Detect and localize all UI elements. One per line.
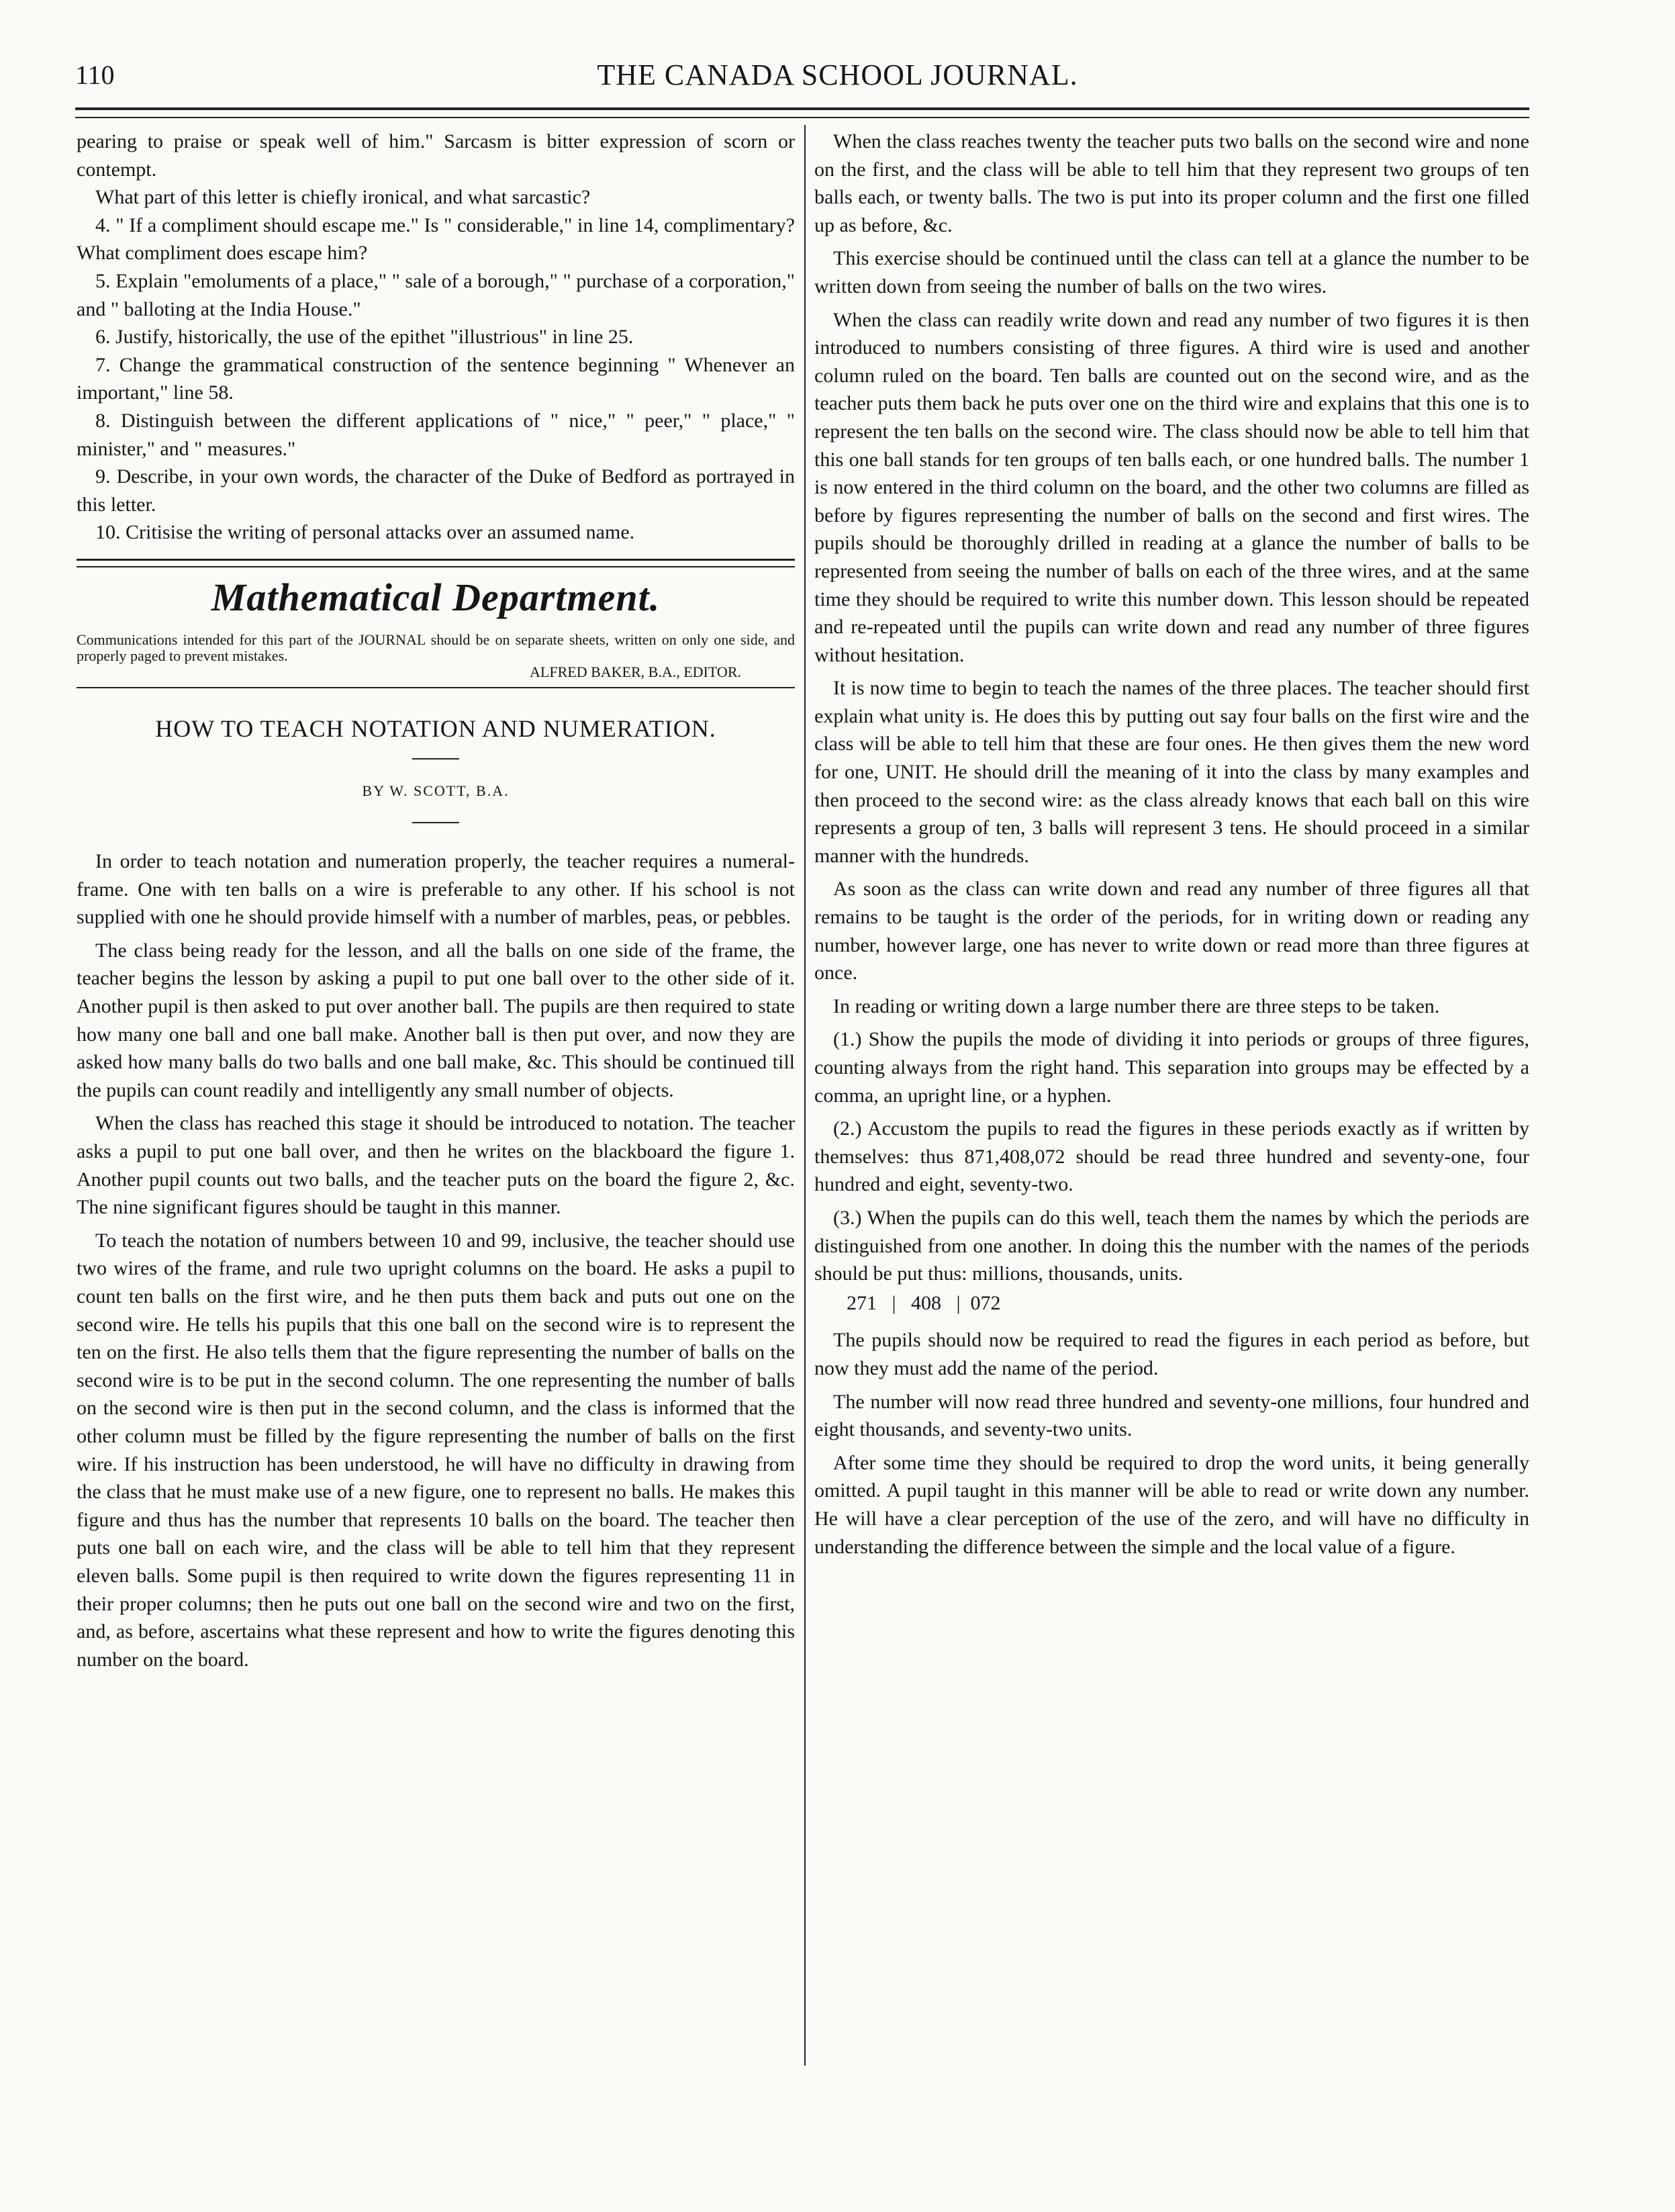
title-rule	[412, 758, 459, 759]
header-rule-thin	[75, 117, 1529, 118]
column-divider	[804, 125, 806, 2066]
paragraph: The number will now read three hundred and seventy-one millions, four hundred and eight thousands, and seventy-two units.	[814, 1390, 1529, 1441]
periods-example: 271 | 408 | 072	[847, 1291, 1001, 1314]
paragraph: When the class can readily write down and read any number of two figures it is then introduced to numbers consisting of three figures. A third wire is used and another column ruled on the board. Ten balls are counted out on the second wire, and as the teacher puts them back he puts over one on the third wire and explains that this one is to represent the ten balls on the second wire. The class should now be able to tell him that this one ball stands for ten groups of ten balls each, or one hundred balls. The number 1 is now entered in the third column on the board, and the other two columns are filled as before by figures representing the number of balls on the second and first wires. The pupils should be thoroughly drilled in reading at a glance the number of balls to be represented from seeing the number of balls on each of the three wires, and at the same time they should be required to write this number down. This lesson should be repeated and re-repeated until the pupils can write down and read any number of three figures without hesitation.	[814, 308, 1529, 666]
paragraph: The class being ready for the lesson, and all the balls on one side of the frame, the teacher begins the lesson by asking a pupil to put one ball over to the other side of it. Another pupil is then asked to put over another ball. The pupils are then required to state how many one ball and one ball make. Another ball is then put over, and now they are asked how many balls do two balls and one ball make, &c. This should be continued till the pupils can count readily and intelligently any small number of objects.	[77, 939, 795, 1101]
paragraph: (3.) When the pupils can do this well, teach them the names by which the periods are distinguished from one another. In doing this the number with the names of the periods should be put thus: millions, thousands, units.	[814, 1206, 1529, 1285]
paragraph: To teach the notation of numbers between 10 and 99, inclusive, the teacher should use two wires of the frame, and rule two upright columns on the board. He asks a pupil to count ten balls on the first wire, and he then puts them back and puts out one on the second wire. He tells his pupils that this one ball on the second wire is to represent the ten on the first. He also tells them that the figure representing the number of balls on the second wire is to be put in the second column. The one representing the number of balls on the second wire is then put in the second column, and the class is informed that the other column must be filled by the figure representing the number of balls on the first wire. If his instruction has been understood, he will have no difficulty in drawing from the class that he must make use of a new figure, one to represent no balls. He makes this figure and thus has the number that represents 10 balls on the board. The teacher then puts one ball on each wire, and the class will be able to tell him that they represent eleven balls. Some pupil is then required to write down the figures representing 11 in their proper columns; then he puts out one ball on the second wire and two on the first, and, as before, ascertains what these represent and how to write the figures denoting this number on the board.	[77, 1229, 795, 1671]
department-rule-bottom	[77, 687, 795, 688]
question: What part of this letter is chiefly ironical, and what sarcastic?	[95, 186, 591, 209]
running-head: THE CANADA SCHOOL JOURNAL.	[597, 58, 1078, 91]
department-editor: ALFRED BAKER, B.A., EDITOR.	[530, 663, 741, 680]
paragraph: In order to teach notation and numeration properly, the teacher requires a numeral-frame. One with ten balls on a wire is preferable to any other. If his school is not supplied with one he should provide himself with a number of marbles, peas, or pebbles.	[77, 850, 795, 929]
byline: BY W. SCOTT, B.A.	[362, 782, 510, 799]
paragraph: (1.) Show the pupils the mode of dividing it into periods or groups of three figures, counting always from the right hand. This separation into groups may be effected by a comma, an upright line, or a hyphen.	[814, 1028, 1529, 1107]
question: 5. Explain "emoluments of a place," " sale of a borough," " purchase of a corporation," and " balloting at the India House."	[77, 269, 795, 320]
paragraph: In reading or writing down a large number there are three steps to be taken.	[833, 995, 1440, 1017]
byline-rule	[412, 822, 459, 823]
question: 10. Critisise the writing of personal attacks over an assumed name.	[95, 521, 635, 544]
paragraph: As soon as the class can write down and read any number of three figures all that remains to be taught is the order of the periods, for in writing down or reading any number, however large, one has never to write down or read more than three figures at once.	[814, 878, 1529, 984]
question: 9. Describe, in your own words, the character of the Duke of Bedford as portrayed in this letter.	[77, 465, 795, 516]
question: 6. Justify, historically, the use of the epithet "illustrious" in line 25.	[95, 326, 634, 349]
right-column	[814, 128, 1529, 1566]
article-title: HOW TO TEACH NOTATION AND NUMERATION.	[155, 715, 716, 742]
left-column	[77, 128, 795, 1679]
department-rule	[77, 559, 795, 561]
department-rule-thin	[77, 566, 795, 567]
paragraph: It is now time to begin to teach the names of the three places. The teacher should first explain what unity is. He does this by putting out say four balls on the first wire and the class will be able to tell him that these are four ones. He then gives them the new word for one, UNIT. He should drill the meaning of it into the class by many examples and then proceed to the second wire: as the class already knows that each ball on this wire represents a group of ten, 3 balls will represent 3 tens. He should proceed in a similar manner with the hundreds.	[814, 677, 1529, 867]
paragraph: The pupils should now be required to read the figures in each period as before, but now they must add the name of the period.	[814, 1329, 1529, 1379]
paragraph: When the class reaches twenty the teacher puts two balls on the second wire and none on the first, and the class will be able to tell him that they represent two groups of ten balls each, or twenty balls. The two is put into its proper column and the first one filled up as before, &c.	[814, 130, 1529, 236]
department-title: Mathematical Department.	[211, 575, 661, 619]
paragraph: This exercise should be continued until the class can tell at a glance the number to be written down from seeing the number of balls on the two wires.	[814, 247, 1529, 297]
question: 4. " If a compliment should escape me." Is " considerable," in line 14, complimentary? What compliment does escape him?	[77, 214, 795, 265]
department-notice: Communications intended for this part of the JOURNAL should be on separate sheets, written on only one side, and properly paged to prevent mistakes.	[77, 631, 795, 664]
paragraph: When the class has reached this stage it should be introduced to notation. The teacher asks a pupil to put one ball over, and then he writes on the blackboard the figure 1. Another pupil counts out two balls, and the teacher puts on the board the figure 2, &c. The nine significant figures should be taught in this manner.	[77, 1112, 795, 1219]
question: 8. Distinguish between the different applications of " nice," " peer," " place," " minister," and " measures."	[77, 409, 795, 460]
paragraph: (2.) Accustom the pupils to read the figures in these periods exactly as if written by themselves: thus 871,408,072 should be read three hundred and seventy-one, four hundred and eight, seventy-two.	[814, 1117, 1529, 1196]
page-number: 110	[75, 60, 115, 90]
paragraph: pearing to praise or speak well of him." Sarcasm is bitter expression of scorn or contempt.	[77, 130, 795, 181]
question: 7. Change the grammatical construction of the sentence beginning " Whenever an important," line 58.	[77, 353, 795, 404]
paragraph: After some time they should be required to drop the word units, it being generally omitted. A pupil taught in this manner will be able to read or write down any number. He will have a clear perception of the use of the zero, and will have no difficulty in understanding the difference between the simple and the local value of a figure.	[814, 1451, 1529, 1558]
header-rule	[75, 107, 1529, 110]
